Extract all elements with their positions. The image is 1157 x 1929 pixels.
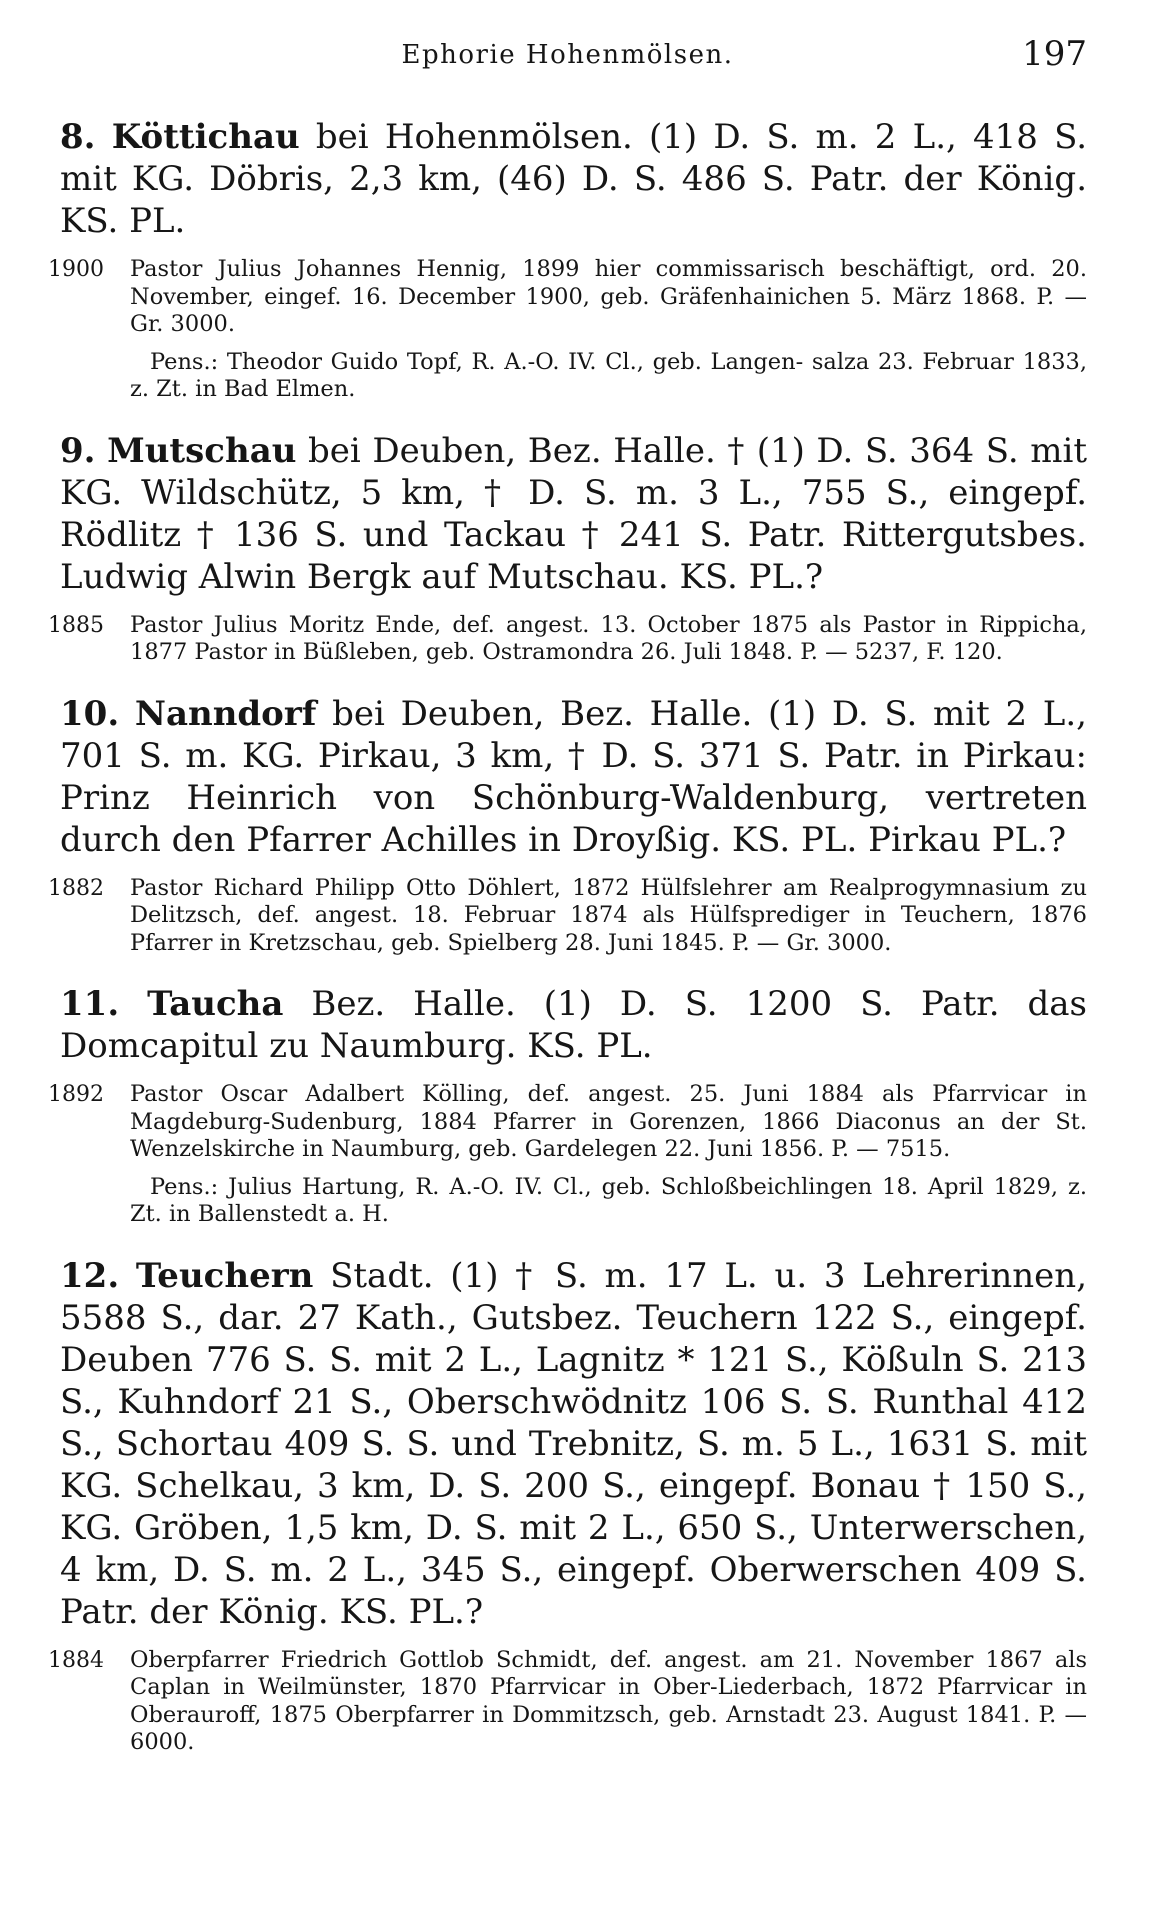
parish-name: Taucha [147, 984, 284, 1024]
parish-number: 10. [60, 693, 120, 734]
parish-list [48, 116, 1087, 1757]
parish-description [60, 430, 1087, 598]
parish-entry [48, 116, 1087, 404]
pastor-entry [48, 1647, 1087, 1757]
parish-number: 12. [60, 1255, 120, 1296]
parish-name: Nanndorf [134, 693, 317, 734]
entry-text: Oberpfarrer Friedrich Gottlob Schmidt, def. angest. am 21. November 1867 als Caplan in Weilmünster, 1870 Pfarrvicar in Ober-Liederbach, 1872 Pfarrvicar in Oberauroff, 1875 Oberpfarrer in Dommitzsch, geb. Arnstadt 23. August 1841. P. — 6000. [130, 1646, 1087, 1755]
pension-note [130, 1174, 1087, 1229]
pastor-entry [48, 875, 1087, 958]
entry-text: Pastor Julius Moritz Ende, def. angest. 13. October 1875 als Pastor in Rippicha, 1877 Pastor in Büßleben, geb. Ostramondra 26. Juli 1848. P. — 5237, F. 120. [130, 611, 1087, 665]
running-title: Ephorie Hohenmölsen. [401, 40, 734, 70]
entry-year: 1885 [48, 612, 104, 638]
parish-name: Köttichau [111, 117, 300, 157]
entry-year: 1882 [48, 875, 104, 901]
parish-description [60, 116, 1087, 242]
pension-rest: 18. April 1829, z. Zt. in Ballenstedt a. H. [130, 1173, 1087, 1227]
parish-name: Mutschau [107, 430, 297, 471]
pension-lead: Pens.: Theodor Guido Topf, R. A.-O. IV. Cl., geb. Langen- [150, 348, 804, 375]
page-header [48, 30, 1087, 90]
parish-description [60, 1255, 1087, 1633]
parish-description [60, 693, 1087, 861]
entry-year: 1884 [48, 1647, 104, 1673]
entry-year: 1892 [48, 1082, 104, 1107]
entry-year: 1900 [48, 257, 104, 282]
parish-text: bei Hohenmölsen. (1) D. S. m. 2 L., 418 S. mit KG. Döbris, 2,3 km, (46) D. S. 486 S. Patr. der König. KS. PL. [60, 117, 1088, 241]
parish-name: Teuchern [135, 1255, 314, 1296]
pension-lead: Pens.: Julius Hartung, R. A.-O. IV. Cl., geb. Schloßbeichlingen [150, 1173, 873, 1200]
parish-description [60, 983, 1087, 1067]
parish-number: 8. [60, 117, 96, 157]
parish-entry [48, 983, 1087, 1229]
entry-text: Pastor Julius Johannes Hennig, 1899 hier commissarisch beschäftigt, ord. 20. November, eingef. 16. December 1900, geb. Gräfenhainichen 5. März 1868. P. — Gr. 3000. [130, 256, 1087, 337]
parish-number: 11. [60, 984, 120, 1024]
pastor-entry [48, 612, 1087, 667]
parish-text: Bez. Halle. (1) D. S. 1200 S. Patr. das Domcapitul zu Naumburg. KS. PL. [60, 984, 1088, 1066]
parish-text: bei Deuben, Bez. Halle. (1) D. S. mit 2 L., 701 S. m. KG. Pirkau, 3 km, † D. S. 371 S. Patr. in Pirkau: Prinz Heinrich von Schönburg-Waldenburg, vertreten durch den Pfarrer Achilles in Droyßig. KS. PL. Pirkau PL.? [60, 693, 1087, 860]
pastor-entry [48, 256, 1087, 339]
parish-text: bei Deuben, Bez. Halle. † (1) D. S. 364 S. mit KG. Wildschütz, 5 km, † D. S. m. 3 L., 755 S., eingepf. Rödlitz † 136 S. und Tackau † 241 S. Patr. Rittergutsbes. Ludwig Alwin Bergk auf Mutschau. KS. PL.? [60, 430, 1087, 597]
parish-number: 9. [60, 430, 96, 471]
pension-note [130, 349, 1087, 404]
parish-entry [48, 693, 1087, 958]
parish-text: Stadt. (1) † S. m. 17 L. u. 3 Lehrerinnen, 5588 S., dar. 27 Kath., Gutsbez. Teuchern 122 S., eingepf. Deuben 776 S. S. mit 2 L., Lagnitz * 121 S., Kößuln S. 213 S., Kuhndorf 21 S., Oberschwödnitz 106 S. S. Runthal 412 S., Schortau 409 S. S. und Trebnitz, S. m. 5 L., 1631 S. mit KG. Schelkau, 3 km, D. S. 200 S., eingepf. Bonau † 150 S., KG. Gröben, 1,5 km, D. S. mit 2 L., 650 S., Unterwerschen, 4 km, D. S. m. 2 L., 345 S., eingepf. Oberwerschen 409 S. Patr. der König. KS. PL.? [60, 1255, 1087, 1632]
pension-rest: salza 23. Februar 1833, z. Zt. in Bad Elmen. [130, 348, 1088, 402]
pastor-entry [48, 1081, 1087, 1164]
parish-entry [48, 430, 1087, 667]
entry-text: Pastor Oscar Adalbert Kölling, def. angest. 25. Juni 1884 als Pfarrvicar in Magdeburg-Sudenburg, 1884 Pfarrer in Gorenzen, 1866 Diaconus an der St. Wenzelskirche in Naumburg, geb. Gardelegen 22. Juni 1856. P. — 7515. [130, 1081, 1087, 1162]
parish-entry [48, 1255, 1087, 1757]
page-number: 197 [1022, 34, 1087, 74]
entry-text: Pastor Richard Philipp Otto Döhlert, 1872 Hülfslehrer am Realprogymnasium zu Delitzsch, def. angest. 18. Februar 1874 als Hülfsprediger in Teuchern, 1876 Pfarrer in Kretzschau, geb. Spielberg 28. Juni 1845. P. — Gr. 3000. [130, 874, 1087, 956]
